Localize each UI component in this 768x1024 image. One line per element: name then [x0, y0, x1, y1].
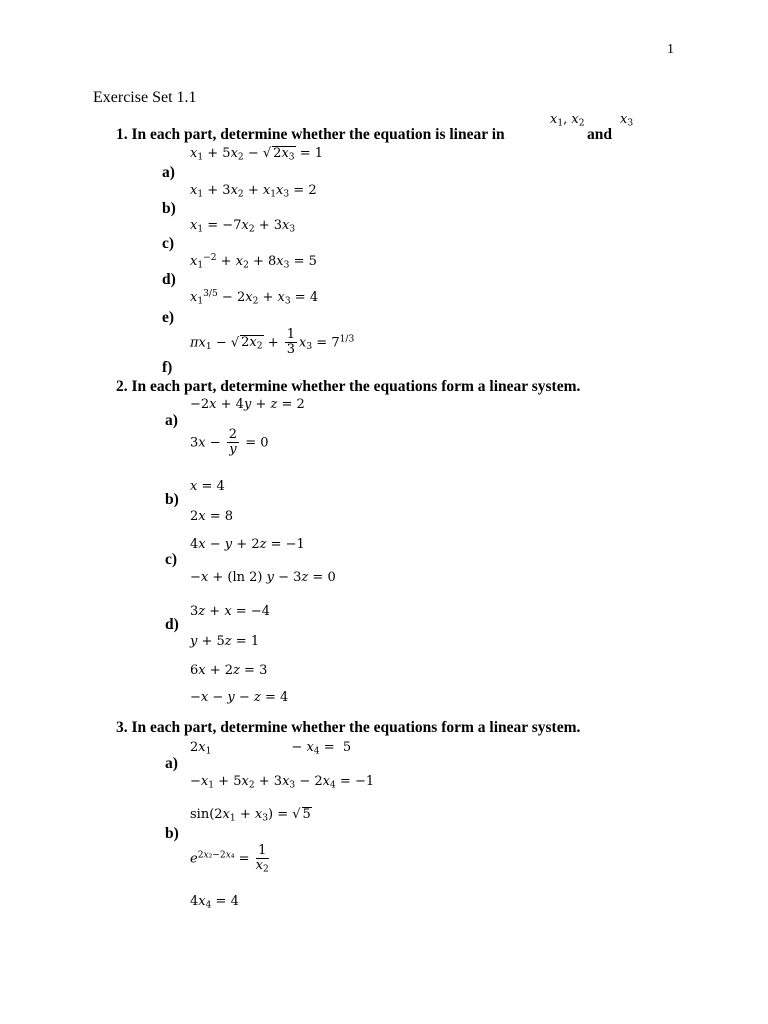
- q2-a-equation-1: −2x + 4y + z = 2: [190, 397, 305, 412]
- page-title: Exercise Set 1.1: [93, 89, 197, 106]
- q2-label-c: c): [165, 551, 178, 568]
- q3-b-equation-3: $4x_4 = 4$: [190, 894, 239, 911]
- q2-a-equation-2: 3x − $\frac{2}{y}$ = 0: [190, 427, 269, 458]
- q1-variable-x3: $x_3$: [620, 112, 634, 129]
- q1-c-equation: $x_1 = -7x_2 + 3x_3$: [190, 218, 296, 235]
- q1-e-equation: $x_1^{3/5} - 2x_2 + x_3 = 4$: [190, 289, 319, 307]
- q3-label-a: a): [165, 755, 178, 772]
- q2-label-b: b): [165, 491, 179, 508]
- q1-label-d: d): [162, 271, 176, 288]
- q2-label-a: a): [165, 412, 178, 429]
- page-number: 1: [667, 42, 674, 57]
- q3-a-equation-1: $2x_1 - x_4 = 5$: [190, 740, 352, 757]
- q3-label-b: b): [165, 825, 179, 842]
- q1-d-equation: $x_1^{-2} + x_2 + 8x_3 = 5$: [190, 253, 317, 271]
- q3-b-equation-1: $\sin(2x_1 + x_3)$ = √ 5: [190, 807, 311, 824]
- q2-label-d: d): [165, 616, 179, 633]
- q1-f-equation: $\pi x_1$ − √ $2x_2$ + $\frac{1}{3}$ $x_3 = 7^{1/3}$: [190, 327, 355, 358]
- q3-b-equation-2: $e^{2x_2-2x_4}$ = $\frac{1}{x_2}$: [190, 843, 269, 876]
- q1-variables-x1-x2: $x_1$, $x_2$: [550, 112, 585, 129]
- q2-d-equation-3: 6x + 2z = 3: [190, 663, 268, 678]
- q1-label-b: b): [162, 200, 176, 217]
- q2-c-equation-1: 4x − y + 2z = −1: [190, 537, 305, 552]
- q2-d-equation-1: 3z + x = −4: [190, 604, 270, 619]
- q1-label-e: e): [162, 309, 175, 326]
- q1-b-equation: $x_1 + 3x_2 + x_1x_3 = 2$: [190, 183, 317, 200]
- q3-a-equation-2: $-x_1 + 5x_2 + 3x_3 - 2x_4 = -1$: [190, 774, 375, 791]
- q1-a-equation: $x_1 + 5x_2$ − √ $2x_3 = 1$: [190, 146, 324, 163]
- q2-d-equation-4: −x − y − z = 4: [190, 690, 289, 705]
- question-3-text: 3. In each part, determine whether the equations form a linear system.: [116, 719, 581, 736]
- q2-b-equation-1: x = 4: [190, 479, 225, 494]
- q1-label-c: c): [162, 235, 175, 252]
- question-2-text: 2. In each part, determine whether the equations form a linear system.: [116, 378, 581, 395]
- q2-b-equation-2: 2x = 8: [190, 509, 234, 524]
- q2-d-equation-2: y + 5z = 1: [190, 634, 260, 649]
- q2-c-equation-2: −x + (ln 2) y − 3z = 0: [190, 570, 336, 585]
- question-1-and: and: [587, 126, 612, 143]
- question-1-text: 1. In each part, determine whether the equation is linear in: [116, 126, 505, 143]
- q1-label-a: a): [162, 164, 175, 181]
- q1-label-f: f): [162, 359, 173, 376]
